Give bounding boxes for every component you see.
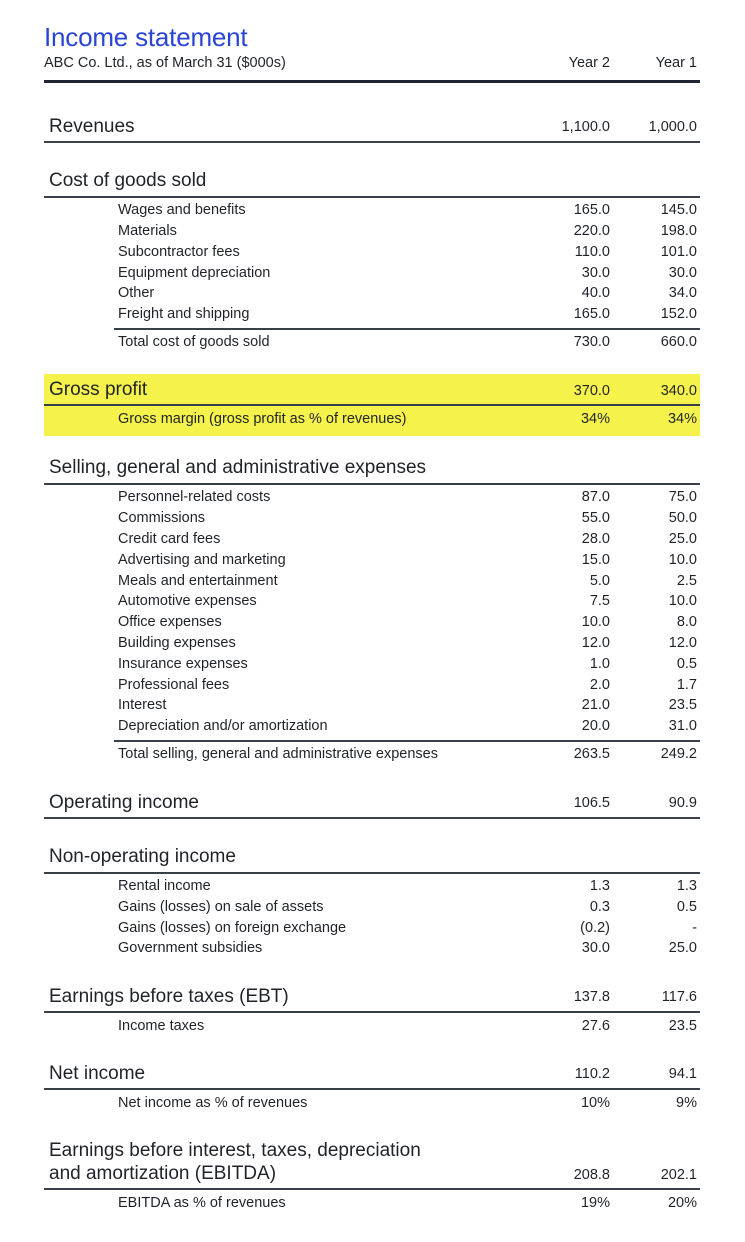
- section-label: Non-operating income: [49, 846, 236, 867]
- value-year2: 110.2: [574, 1066, 610, 1082]
- value-year1: 34%: [667, 411, 697, 427]
- value-year2: 370.0: [573, 383, 610, 399]
- value-year2: 730.0: [573, 334, 610, 350]
- value-year2: 30.0: [581, 940, 610, 956]
- divider: [44, 1188, 700, 1190]
- value-year2: (0.2): [580, 920, 610, 936]
- row-label: Revenues: [49, 116, 135, 137]
- value-year1: 31.0: [668, 718, 697, 734]
- value-year1: 9%: [676, 1095, 697, 1111]
- value-year2: 0.3: [589, 899, 610, 915]
- value-year2: 1,100.0: [561, 119, 610, 135]
- value-year1: 25.0: [668, 531, 697, 547]
- value-year1: 75.0: [668, 489, 697, 505]
- value-year1: 340.0: [660, 383, 697, 399]
- value-year1: 10.0: [668, 552, 697, 568]
- row-label: Other: [118, 285, 155, 301]
- divider: [44, 817, 700, 819]
- value-year2: 30.0: [581, 265, 610, 281]
- value-year1: 152.0: [660, 306, 697, 322]
- value-year1: 101.0: [660, 244, 697, 260]
- value-year2: 12.0: [581, 635, 610, 651]
- divider: [44, 1088, 700, 1090]
- value-year2: 40.0: [581, 285, 610, 301]
- row-label: Earnings before taxes (EBT): [49, 986, 289, 1007]
- row-label: Government subsidies: [118, 940, 263, 956]
- value-year1: 660.0: [660, 334, 697, 350]
- value-year2: 34%: [580, 411, 610, 427]
- row-label: Personnel-related costs: [118, 489, 271, 505]
- value-year1: 34.0: [668, 285, 697, 301]
- value-year2: 220.0: [573, 223, 610, 239]
- row-label-line2: and amortization (EBITDA): [49, 1163, 277, 1184]
- divider: [44, 141, 700, 143]
- value-year2: 208.8: [573, 1167, 610, 1183]
- value-year2: 21.0: [581, 697, 610, 713]
- row-label: Operating income: [49, 792, 199, 813]
- value-year1: 8.0: [676, 614, 697, 630]
- value-year1: 20%: [667, 1195, 697, 1211]
- row-label: Interest: [118, 697, 167, 713]
- value-year2: 165.0: [573, 202, 610, 218]
- subtotal-divider: [114, 328, 700, 330]
- row-label: Insurance expenses: [118, 656, 248, 672]
- value-year2: 87.0: [581, 489, 610, 505]
- value-year2: 263.5: [573, 746, 610, 762]
- subtotal-divider: [114, 740, 700, 742]
- row-label: Materials: [118, 223, 177, 239]
- value-year1: 1.7: [676, 677, 697, 693]
- row-label: Meals and entertainment: [118, 573, 278, 589]
- row-label: Gains (losses) on foreign exchange: [118, 920, 347, 936]
- row-label: Building expenses: [118, 635, 236, 651]
- row-label: Rental income: [118, 878, 211, 894]
- value-year2: 137.8: [573, 989, 610, 1005]
- value-year1: 198.0: [660, 223, 697, 239]
- value-year1: 117.6: [661, 989, 697, 1005]
- value-year1: 249.2: [660, 746, 697, 762]
- value-year2: 20.0: [581, 718, 610, 734]
- value-year2: 7.5: [589, 593, 610, 609]
- row-label: Depreciation and/or amortization: [118, 718, 328, 734]
- value-year1: 25.0: [668, 940, 697, 956]
- row-label: Wages and benefits: [118, 202, 246, 218]
- divider: [44, 872, 700, 874]
- value-year2: 2.0: [589, 677, 610, 693]
- section-label: Cost of goods sold: [49, 170, 207, 191]
- value-year1: 23.5: [668, 697, 697, 713]
- subtitle: ABC Co. Ltd., as of March 31 ($000s): [44, 55, 286, 71]
- value-year2: 15.0: [581, 552, 610, 568]
- row-label: Total cost of goods sold: [118, 334, 270, 350]
- row-label: Gains (losses) on sale of assets: [118, 899, 324, 915]
- value-year2: 10%: [580, 1095, 610, 1111]
- value-year1: 10.0: [668, 593, 697, 609]
- row-label: Advertising and marketing: [118, 552, 286, 568]
- row-label: Net income: [49, 1063, 146, 1084]
- row-label: Net income as % of revenues: [118, 1095, 308, 1111]
- row-label: Gross profit: [49, 379, 148, 400]
- header-row: [44, 55, 700, 75]
- row-label: Commissions: [118, 510, 206, 526]
- row-label: Freight and shipping: [118, 306, 250, 322]
- row-label: Total selling, general and administrative expenses: [118, 746, 438, 762]
- value-year1: 202.1: [660, 1167, 697, 1183]
- value-year2: 19%: [580, 1195, 610, 1211]
- row-label: Automotive expenses: [118, 593, 257, 609]
- row-label-line1: Earnings before interest, taxes, depreciation: [49, 1140, 421, 1161]
- value-year2: 1.3: [589, 878, 610, 894]
- column-header-year2: Year 2: [568, 55, 610, 71]
- row-label: Office expenses: [118, 614, 222, 630]
- row-label: Professional fees: [118, 677, 230, 693]
- value-year2: 106.5: [573, 795, 610, 811]
- row-label: Credit card fees: [118, 531, 221, 547]
- divider: [44, 1011, 700, 1013]
- value-year1: 1,000.0: [648, 119, 697, 135]
- row-label: Income taxes: [118, 1018, 205, 1034]
- header-divider: [44, 80, 700, 83]
- value-year2: 165.0: [573, 306, 610, 322]
- value-year1: 1.3: [676, 878, 697, 894]
- value-year2: 110.0: [574, 244, 610, 260]
- value-year2: 5.0: [589, 573, 610, 589]
- value-year2: 55.0: [581, 510, 610, 526]
- value-year1: 90.9: [668, 795, 697, 811]
- divider: [44, 483, 700, 485]
- row-label: Gross margin (gross profit as % of revenues): [118, 411, 407, 427]
- value-year1: 0.5: [676, 899, 697, 915]
- value-year1: 30.0: [668, 265, 697, 281]
- row-label: Equipment depreciation: [118, 265, 271, 281]
- value-year2: 1.0: [589, 656, 610, 672]
- value-year1: 145.0: [660, 202, 697, 218]
- divider: [44, 404, 700, 406]
- row-label: EBITDA as % of revenues: [118, 1195, 286, 1211]
- value-year1: 12.0: [668, 635, 697, 651]
- value-year1: 94.1: [668, 1066, 697, 1082]
- value-year2: 10.0: [581, 614, 610, 630]
- value-year1: 0.5: [676, 656, 697, 672]
- column-header-year1: Year 1: [655, 55, 697, 71]
- divider: [44, 196, 700, 198]
- section-label: Selling, general and administrative expenses: [49, 457, 427, 478]
- row-label: Subcontractor fees: [118, 244, 240, 260]
- value-year1: 2.5: [676, 573, 697, 589]
- value-year1: -: [692, 920, 697, 936]
- value-year1: 50.0: [668, 510, 697, 526]
- value-year2: 28.0: [581, 531, 610, 547]
- value-year1: 23.5: [668, 1018, 697, 1034]
- page-title: Income statement: [44, 22, 248, 52]
- value-year2: 27.6: [581, 1018, 610, 1034]
